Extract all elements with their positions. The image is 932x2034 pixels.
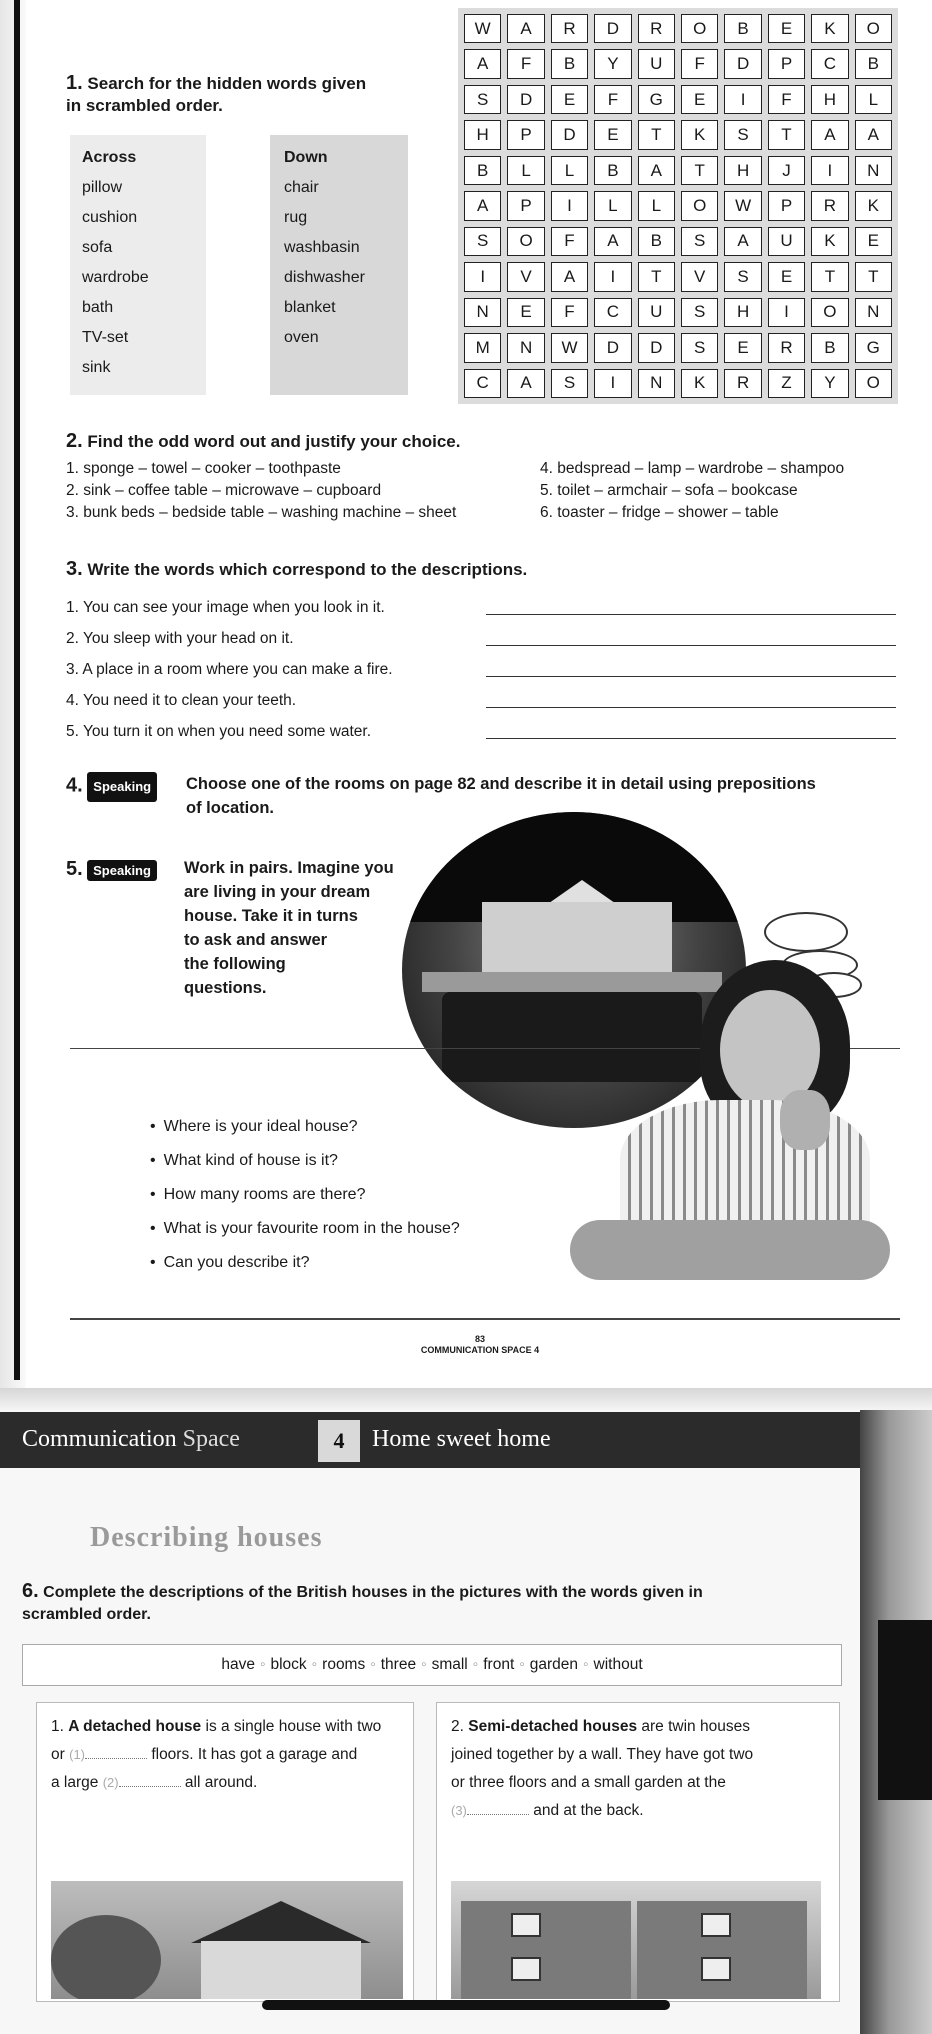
grid-cell[interactable]: T [855,262,892,291]
grid-cell[interactable]: S [681,227,718,256]
grid-cell[interactable]: S [681,298,718,327]
window [701,1913,731,1937]
word-bank-item: without [593,1656,643,1673]
blank-number: (3) [451,1803,467,1818]
grid-cell[interactable]: A [464,49,501,78]
word-bank-item: garden [529,1656,579,1673]
semi-detached-house-photo [451,1881,821,1999]
grid-cell[interactable]: E [681,85,718,114]
grid-cell[interactable]: K [681,120,718,149]
grid-cell[interactable]: K [811,227,848,256]
grid-cell[interactable]: D [638,333,675,362]
answer-line[interactable] [486,738,896,739]
hand [780,1090,830,1150]
grid-cell[interactable]: T [638,120,675,149]
blank-number: (1) [69,1747,85,1762]
grid-cell[interactable]: A [507,14,544,43]
separator-dot: ◦ [472,1656,479,1673]
grid-cell[interactable]: E [551,85,588,114]
answer-line[interactable] [486,614,896,615]
grid-cell[interactable]: W [464,14,501,43]
description-row [66,654,896,685]
word-bank-item: small [431,1656,468,1673]
house-wall [201,1941,361,1999]
ex6-title-line1: Complete the descriptions of the British houses in the pictures with the words given in [43,1584,703,1601]
grid-cell[interactable]: A [594,227,631,256]
grid-cell[interactable]: H [724,298,761,327]
grid-cell[interactable]: R [768,333,805,362]
folded-arms [570,1220,890,1280]
description-list [66,592,896,747]
house1-line1 [51,1713,399,1741]
ex6-number: 6. [22,1580,39,1602]
grid-cell[interactable]: C [811,49,848,78]
across-word: sink [82,359,111,376]
grid-cell[interactable]: P [507,120,544,149]
grid-cell[interactable]: I [811,156,848,185]
word-bank-item: block [270,1656,307,1673]
grid-cell[interactable]: F [681,49,718,78]
grid-cell[interactable]: E [768,14,805,43]
ex1-instructions [66,72,426,117]
grid-cell[interactable]: F [551,227,588,256]
speaking-badge: Speaking [87,860,157,881]
grid-cell[interactable]: B [594,156,631,185]
grid-cell[interactable]: E [594,120,631,149]
ex6-instructions [22,1580,842,1626]
house2-name: Semi-detached houses [468,1718,638,1735]
semi-detached-house-card [436,1702,840,2002]
answer-line[interactable] [486,645,896,646]
grid-cell[interactable]: U [768,227,805,256]
grid-cell[interactable]: B [811,333,848,362]
grid-cell[interactable]: P [768,191,805,220]
grid-cell[interactable]: S [551,369,588,398]
word-bank-item: have [221,1656,255,1673]
house1-text: all around. [184,1774,258,1791]
odd-word-list-left [66,458,536,524]
grid-cell[interactable]: A [855,120,892,149]
grid-cell[interactable]: Y [594,49,631,78]
girl-thinking-photo [560,960,890,1320]
grid-cell[interactable]: R [811,191,848,220]
ex5-line: questions. [184,979,267,997]
down-word-list [270,135,408,395]
grid-cell[interactable]: S [724,120,761,149]
house2-text: and at the back. [533,1802,644,1819]
across-word: pillow [82,179,123,196]
grid-cell[interactable]: L [594,191,631,220]
down-word: rug [284,209,308,226]
odd-word-item: 1. sponge – towel – cooker – toothpaste [66,460,341,477]
grid-cell[interactable]: F [594,85,631,114]
grid-cell[interactable]: A [724,227,761,256]
ex5-line: Work in pairs. Imagine you [184,859,394,877]
down-word: chair [284,179,319,196]
grid-cell[interactable]: T [638,262,675,291]
odd-word-item: 6. toaster – fridge – shower – table [540,504,779,521]
description-text: 3. A place in a room where you can make a fire. [66,660,393,678]
ex5-line: the following [184,955,286,973]
grid-cell[interactable]: R [724,369,761,398]
grid-cell[interactable]: L [638,191,675,220]
house2-prefix: 2. [451,1718,464,1735]
description-text: 5. You turn it on when you need some water. [66,722,372,740]
house2-line4 [451,1797,825,1825]
answer-blank[interactable] [119,1786,181,1787]
house2-text: or three floors and a small garden at the [451,1774,726,1791]
grid-cell[interactable]: T [681,156,718,185]
house2-text: are twin houses [641,1718,750,1735]
across-word: bath [82,299,114,316]
grid-cell[interactable]: D [594,333,631,362]
grid-cell[interactable]: B [724,14,761,43]
ex5-line: are living in your dream [184,883,371,901]
grid-cell[interactable]: O [855,14,892,43]
grid-cell[interactable]: O [507,227,544,256]
grid-cell[interactable]: S [681,333,718,362]
grid-cell[interactable]: G [855,333,892,362]
grid-cell[interactable]: E [768,262,805,291]
grid-cell[interactable]: N [855,156,892,185]
question-list [150,1110,460,1280]
description-row [66,685,896,716]
ex2-instructions [66,430,460,453]
grid-cell[interactable]: T [811,262,848,291]
odd-word-item: 4. bedspread – lamp – wardrobe – shampoo [540,460,845,477]
ex5-line: to ask and answer [184,931,328,949]
ex5-number: 5. [66,858,83,880]
home-indicator[interactable] [262,2000,670,2010]
grid-cell[interactable]: I [464,262,501,291]
across-word: sofa [82,239,113,256]
grid-cell[interactable]: E [724,333,761,362]
grid-cell[interactable]: K [855,191,892,220]
page-binding-shadow [0,0,26,1395]
grid-cell[interactable]: U [638,298,675,327]
separator-dot: ◦ [370,1656,376,1673]
grid-cell[interactable]: R [551,14,588,43]
blank-number: (2) [102,1775,119,1790]
unit-banner [0,1412,860,1468]
banner-title [22,1426,240,1453]
grid-cell[interactable]: F [551,298,588,327]
house-roof [191,1901,371,1943]
banner-title-bold: Communication [22,1426,177,1452]
grid-cell[interactable]: W [551,333,588,362]
grid-cell[interactable]: L [507,156,544,185]
grid-cell[interactable]: H [811,85,848,114]
grid-cell[interactable]: L [551,156,588,185]
grid-cell[interactable]: L [855,85,892,114]
grid-cell[interactable]: N [507,333,544,362]
separator-dot: ◦ [519,1656,525,1673]
answer-line[interactable] [486,676,896,677]
detached-house-card [36,1702,414,2002]
workbook-page-84 [0,1410,932,2034]
down-word: dishwasher [284,269,365,286]
banner-title-light: Space [182,1426,240,1452]
grid-cell[interactable]: N [855,298,892,327]
odd-word-item: 2. sink – coffee table – microwave – cupboard [66,482,382,499]
grid-cell[interactable]: O [681,191,718,220]
across-word: wardrobe [82,269,149,286]
answer-line[interactable] [486,707,896,708]
word-bank-item: rooms [322,1656,366,1673]
page-number: 83 [474,1334,485,1344]
thought-bubble-large [764,912,848,952]
unit-number: 4 [318,1420,360,1462]
ex2-number: 2. [66,430,83,452]
section-title: Describing houses [90,1522,323,1553]
odd-word-item: 3. bunk beds – bedside table – washing machine – sheet [66,504,457,521]
house1-text: floors. It has got a garage and [151,1746,358,1763]
answer-blank[interactable] [85,1758,147,1759]
question-item: • What kind of house is it? [150,1144,460,1178]
grid-cell[interactable]: B [855,49,892,78]
grid-cell[interactable]: D [507,85,544,114]
word-bank-item: three [380,1656,417,1673]
ex1-title-line1: Search for the hidden words given [87,74,367,93]
page-separator [0,1388,932,1410]
separator-dot: ◦ [311,1656,318,1673]
house-left [461,1901,631,1999]
grid-cell[interactable]: O [681,14,718,43]
odd-word-list-right [540,458,920,524]
question-item: • How many rooms are there? [150,1178,460,1212]
description-row [66,623,896,654]
separator-dot: ◦ [421,1656,427,1673]
grid-cell[interactable]: D [724,49,761,78]
ex3-title: Write the words which correspond to the descriptions. [87,560,528,579]
page-edge-tab [878,1620,932,1800]
window [701,1957,731,1981]
grid-cell[interactable]: D [594,14,631,43]
question-item: • Can you describe it? [150,1246,460,1280]
across-header: Across [82,149,137,166]
ex5-header [66,858,157,881]
ex4-line1: Choose one of the rooms on page 82 and describe it in detail using prepositions [186,775,816,793]
house1-name: A detached house [68,1718,202,1735]
grid-cell[interactable]: K [681,369,718,398]
question-item: • What is your favourite room in the house? [150,1212,460,1246]
grid-cell[interactable]: B [638,227,675,256]
grid-cell[interactable]: M [464,333,501,362]
description-row [66,592,896,623]
description-text: 4. You need it to clean your teeth. [66,691,297,709]
ex5-instructions [184,856,414,1000]
grid-cell[interactable]: U [638,49,675,78]
ex1-number: 1. [66,72,83,94]
page-binding-edge [14,0,20,1380]
grid-cell[interactable]: P [507,191,544,220]
house1-prefix: 1. [51,1718,64,1735]
grid-cell[interactable]: S [464,227,501,256]
grid-cell[interactable]: O [855,369,892,398]
grid-cell[interactable]: H [464,120,501,149]
ex1-title-line2: in scrambled order. [66,96,223,115]
grid-cell[interactable]: Y [811,369,848,398]
grid-cell[interactable]: T [768,120,805,149]
grid-cell[interactable]: A [464,191,501,220]
grid-cell[interactable]: E [855,227,892,256]
across-word: cushion [82,209,138,226]
across-word: TV-set [82,329,129,346]
ex6-title-line2: scrambled order. [22,1606,151,1623]
description-row [66,716,896,747]
grid-cell[interactable]: O [811,298,848,327]
grid-cell[interactable]: B [464,156,501,185]
grid-cell[interactable]: S [724,262,761,291]
grid-cell[interactable]: A [551,262,588,291]
house1-text: a large [51,1774,99,1791]
ex3-number: 3. [66,558,83,580]
window [511,1957,541,1981]
ex3-instructions [66,558,527,581]
house1-line3 [51,1769,399,1797]
grid-cell[interactable]: F [507,49,544,78]
grid-cell[interactable]: H [724,156,761,185]
odd-word-item: 5. toilet – armchair – sofa – bookcase [540,482,798,499]
grid-cell[interactable]: A [638,156,675,185]
footer-label: COMMUNICATION SPACE 4 [420,1345,540,1355]
word-bank-item: front [483,1656,515,1673]
description-text: 1. You can see your image when you look in it. [66,598,385,616]
grid-cell[interactable]: P [768,49,805,78]
house2-line1 [451,1713,825,1741]
house1-text: or [51,1746,65,1763]
grid-cell[interactable]: K [811,14,848,43]
ex4-line2: of location. [186,799,274,817]
grid-cell[interactable]: S [464,85,501,114]
grid-cell[interactable]: I [594,262,631,291]
page-footer [410,1334,550,1356]
ex4-number: 4. [66,774,83,797]
grid-cell[interactable]: V [681,262,718,291]
separator-dot: ◦ [259,1656,266,1673]
ex5-line: house. Take it in turns [184,907,358,925]
window [511,1913,541,1937]
word-search-grid [458,8,898,404]
grid-cell[interactable]: N [464,298,501,327]
across-word-list [70,135,206,395]
answer-blank[interactable] [467,1814,529,1815]
grid-cell[interactable]: D [551,120,588,149]
grid-cell[interactable]: C [594,298,631,327]
grid-cell[interactable]: F [768,85,805,114]
grid-cell[interactable]: B [551,49,588,78]
tree [51,1915,161,1999]
grid-cell[interactable]: J [768,156,805,185]
speaking-badge: Speaking [87,772,157,802]
grid-cell[interactable]: R [638,14,675,43]
grid-cell[interactable]: W [724,191,761,220]
word-search-cells [464,14,892,398]
house2-text: joined together by a wall. They have got two [451,1746,754,1763]
grid-cell[interactable]: I [551,191,588,220]
down-word: washbasin [284,239,360,256]
grid-cell[interactable]: I [724,85,761,114]
grid-cell[interactable]: C [464,369,501,398]
down-header: Down [284,149,328,166]
grid-cell[interactable]: N [638,369,675,398]
word-bank [22,1644,842,1686]
down-word: blanket [284,299,336,316]
unit-title: Home sweet home [372,1426,551,1452]
separator-dot: ◦ [583,1656,589,1673]
grid-cell[interactable]: Z [768,369,805,398]
detached-house-photo [51,1881,403,1999]
grid-cell[interactable]: V [507,262,544,291]
down-word: oven [284,329,319,346]
grid-cell[interactable]: I [594,369,631,398]
page-edge-shadow [860,1410,932,2034]
grid-cell[interactable]: I [768,298,805,327]
ex2-title: Find the odd word out and justify your choice. [87,432,461,451]
grid-cell[interactable]: A [811,120,848,149]
grid-cell[interactable]: E [507,298,544,327]
house1-line2 [51,1741,399,1769]
description-text: 2. You sleep with your head on it. [66,629,294,647]
question-item: • Where is your ideal house? [150,1110,460,1144]
grid-cell[interactable]: G [638,85,675,114]
grid-cell[interactable]: A [507,369,544,398]
house1-text: is a single house with two [205,1718,382,1735]
